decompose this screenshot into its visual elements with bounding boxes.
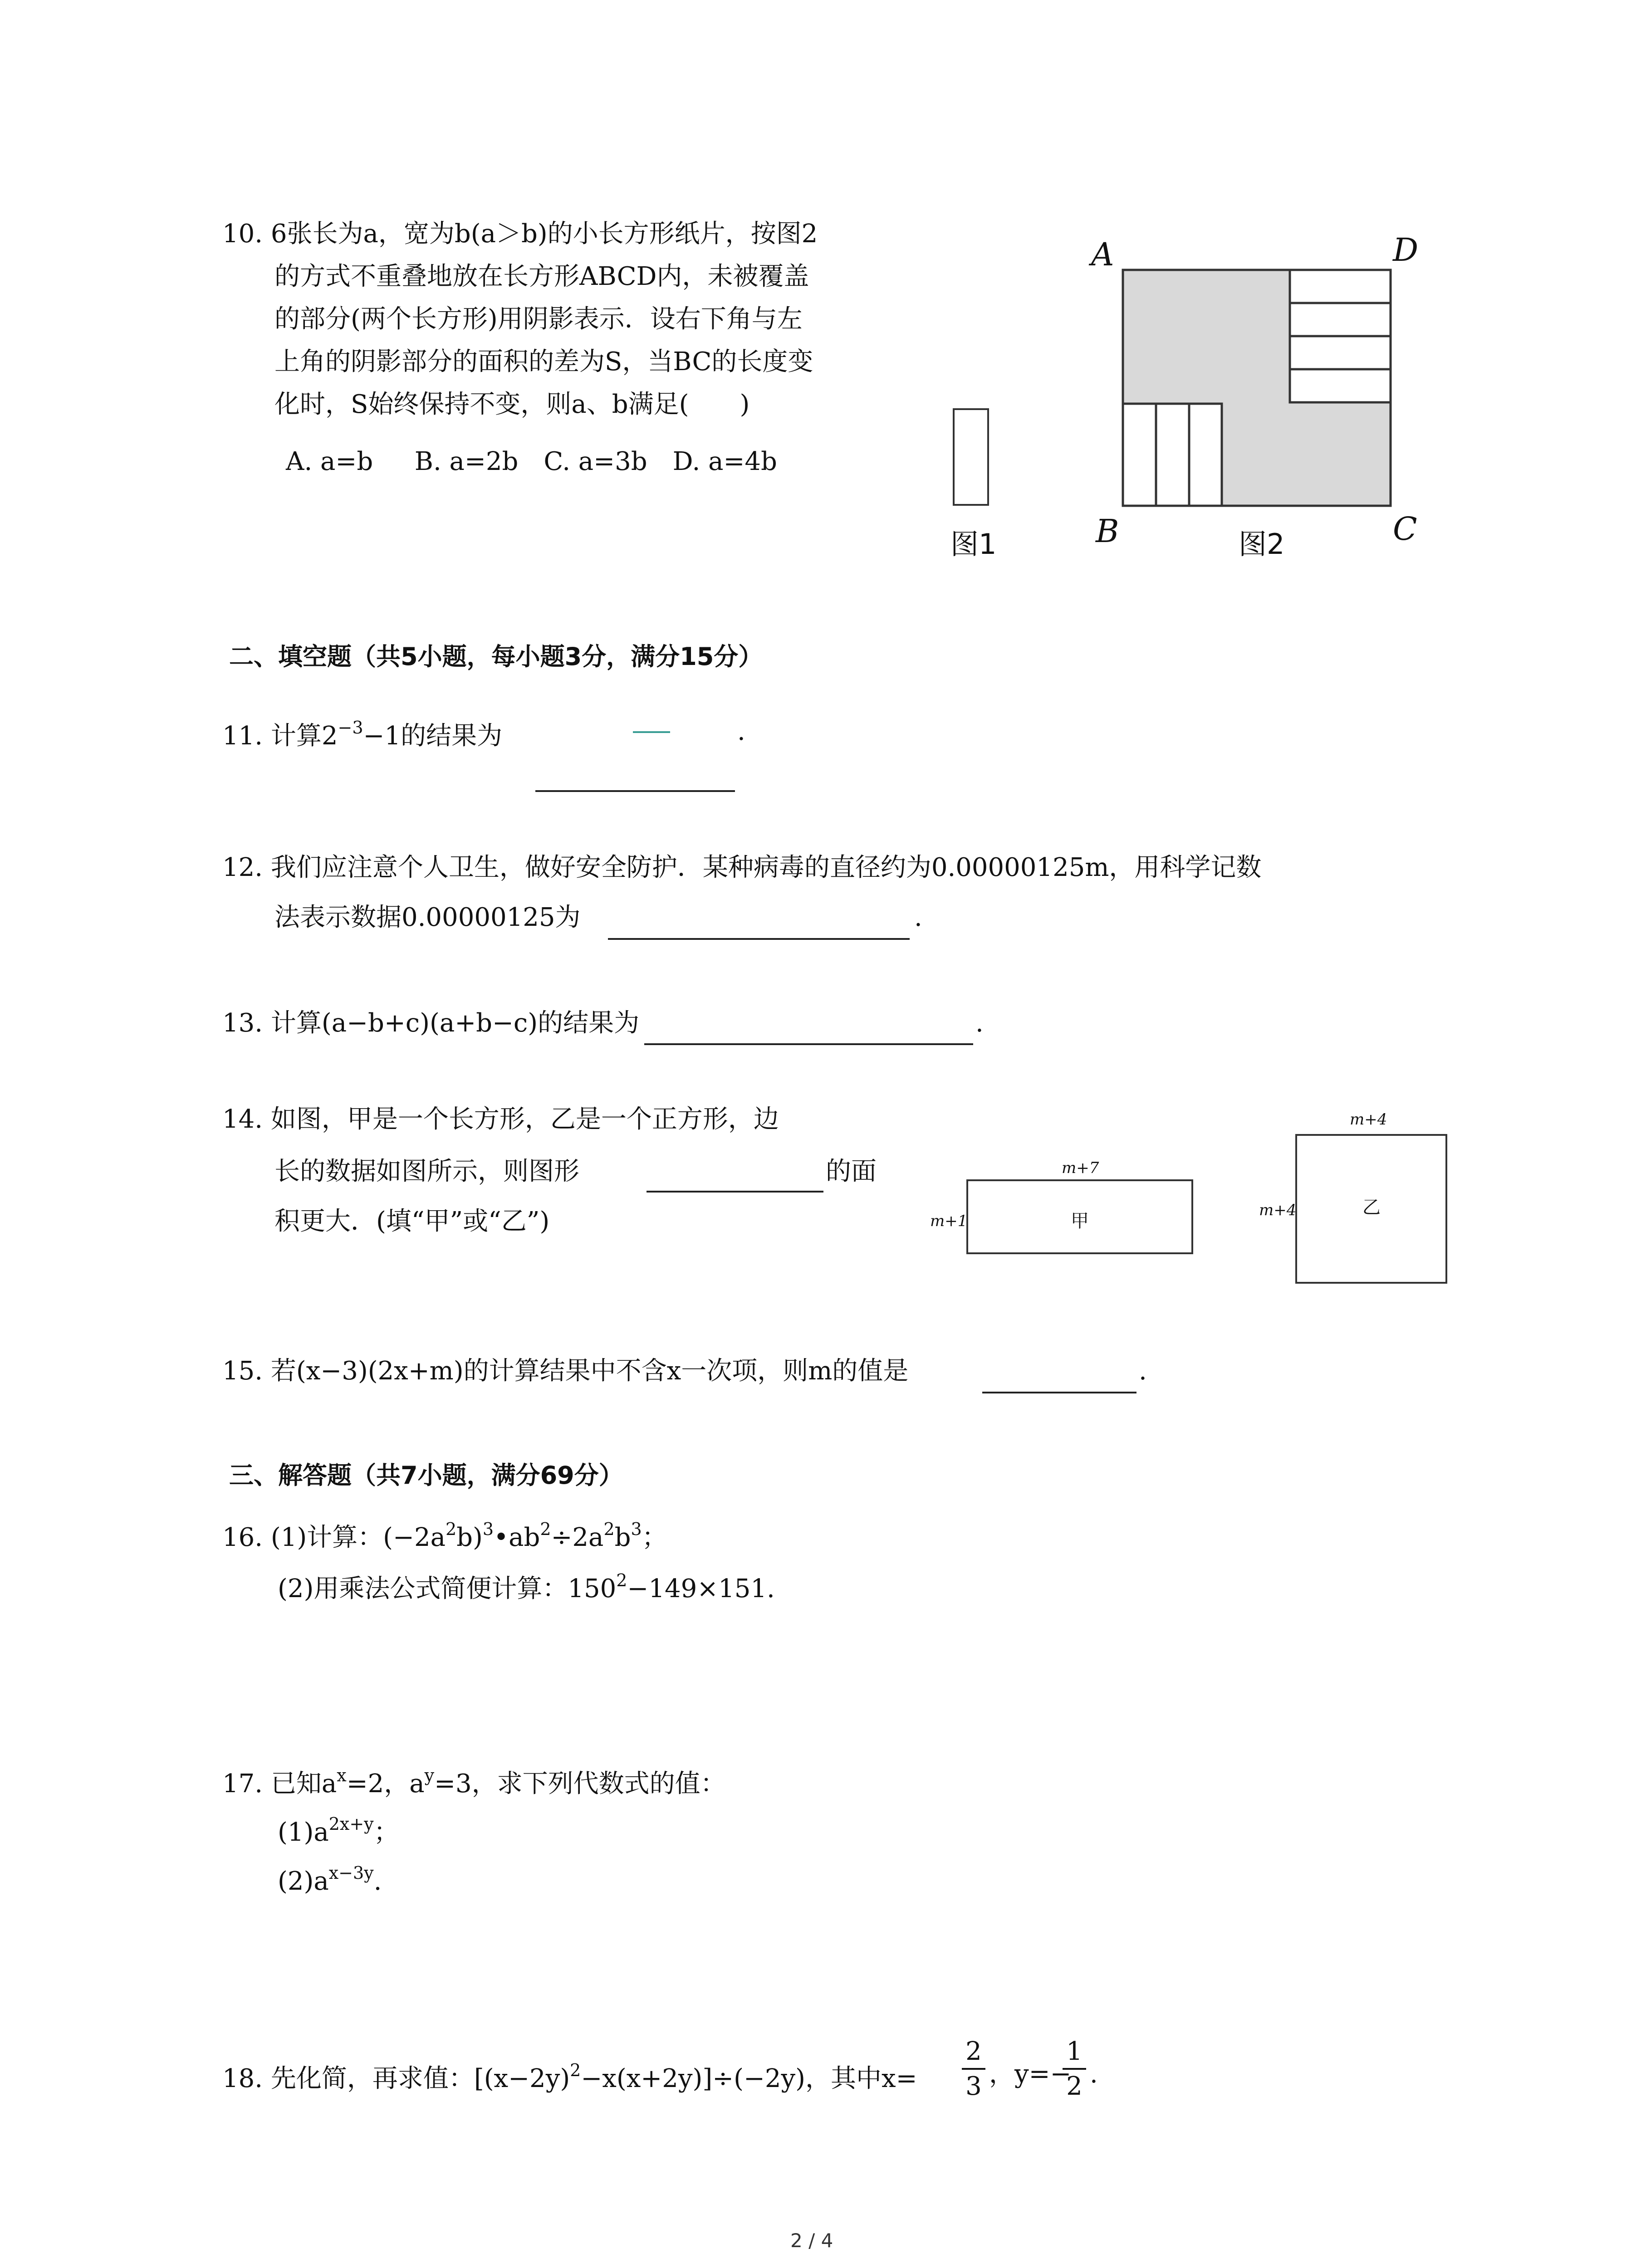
q13-answer-blank[interactable] [644, 1043, 973, 1045]
q16-p1-sup-1: 2 [445, 1519, 457, 1539]
jia-top-dimension: m+7 [1062, 1159, 1099, 1177]
figure-2-diagram [1121, 268, 1402, 513]
q18-frac2-numerator: 1 [1066, 2037, 1083, 2066]
q16-p1-sup-3: 2 [540, 1519, 551, 1539]
q12-line-2: 法表示数据0.00000125为 [274, 903, 581, 932]
q13-text: 13. 计算(a−b+c)(a+b−c)的结果为 [222, 1008, 640, 1038]
q14-line-3: 积更大．(填“甲”或“乙”) [274, 1207, 550, 1236]
q16-p1-seg-b: b) [456, 1523, 483, 1552]
q17-seg-a: 17. 已知a [222, 1769, 337, 1799]
yi-top-dimension: m+4 [1350, 1110, 1387, 1129]
q10-line-2: 的方式不重叠地放在长方形ABCD内，未被覆盖 [274, 262, 809, 291]
q18-mid: ，y=− [989, 2059, 1072, 2089]
q17-seg-c: =3，求下列代数式的值： [434, 1769, 726, 1799]
q18-text [222, 2062, 917, 2092]
q17-exp-y: y [424, 1765, 435, 1785]
q16-p2-seg-a: (2)用乘法公式简便计算：150 [278, 1574, 617, 1603]
q16-p2-seg-b: −149×151. [627, 1574, 775, 1603]
q16-p2-sup: 2 [616, 1570, 627, 1590]
q17-p2-base: (2)a [278, 1867, 329, 1896]
yi-label: 乙 [1362, 1197, 1381, 1218]
corner-label-d: D [1393, 231, 1419, 269]
q10-options: A. a=b B. a=2b C. a=3b D. a=4b [286, 447, 777, 476]
q17-p1-exp: 2x+y [328, 1814, 374, 1834]
q10-line-5: 化时，S始终保持不变，则a、b满足( ) [274, 390, 750, 419]
q17-part-1 [278, 1815, 399, 1845]
q10-line-3: 的部分(两个长方形)用阴影表示．设右下角与左 [274, 304, 803, 334]
q15-text: 15. 若(x−3)(2x+m)的计算结果中不含x一次项，则m的值是 [222, 1356, 909, 1386]
q17-p2-exp: x−3y [328, 1863, 374, 1883]
corner-label-b: B [1096, 513, 1119, 550]
q11-suffix: −1的结果为 [363, 721, 503, 751]
q16-p1-seg-c: •ab [494, 1523, 540, 1552]
q18-end: . [1090, 2059, 1098, 2089]
q16-part-2 [278, 1572, 775, 1602]
q11-exponent: −3 [338, 718, 363, 738]
q17-p1-end: ； [373, 1818, 399, 1847]
q11-prefix: 11. 计算2 [222, 721, 338, 751]
q18-sup: 2 [570, 2060, 581, 2080]
figure-2-caption: 图2 [1239, 528, 1285, 561]
q16-p1-seg-f: ； [642, 1523, 667, 1552]
q17-p1-base: (1)a [278, 1818, 329, 1847]
q17-p2-end: . [373, 1867, 382, 1896]
q11-period: . [737, 717, 745, 746]
q16-p1-sup-5: 3 [631, 1519, 642, 1539]
q18-frac2-denominator: 2 [1066, 2072, 1083, 2101]
section-2-heading: 二、填空题（共5小题，每小题3分，满分15分） [229, 642, 763, 671]
q17-exp-x: x [337, 1765, 347, 1785]
figure-1-rectangle [953, 408, 989, 506]
q16-p1-seg-a: 16. (1)计算：(−2a [222, 1523, 446, 1552]
q17-line-1 [222, 1767, 726, 1797]
jia-label: 甲 [1071, 1211, 1089, 1232]
q12-answer-blank[interactable] [608, 938, 910, 940]
yi-side-dimension: m+4 [1259, 1201, 1297, 1219]
q14-line-1: 14. 如图，甲是一个长方形，乙是一个正方形，边 [222, 1105, 779, 1134]
q18-frac1-denominator: 3 [965, 2072, 982, 2101]
jia-side-dimension: m+1 [930, 1212, 968, 1230]
q17-part-2 [278, 1864, 382, 1894]
q16-p1-seg-d: ÷2a [551, 1523, 604, 1552]
q18-seg-b: −x(x+2y)]÷(−2y)，其中x= [581, 2064, 917, 2093]
q16-p1-sup-4: 2 [603, 1519, 615, 1539]
q18-fraction-x [962, 2037, 985, 2101]
figure-1-caption: 图1 [950, 528, 997, 561]
corner-label-a: A [1091, 236, 1114, 273]
q14-line-2b: 的面 [826, 1157, 877, 1186]
q15-answer-blank[interactable] [982, 1392, 1136, 1393]
strip-vertical-group [1123, 404, 1222, 506]
q14-answer-blank[interactable] [647, 1191, 823, 1193]
q18-seg-a: 18. 先化简，再求值：[(x−2y) [222, 2064, 570, 2093]
q12-period: . [914, 903, 922, 932]
section-3-heading: 三、解答题（共7小题，满分69分） [229, 1461, 623, 1490]
q11-text [222, 719, 502, 749]
q11-fraction-mark [633, 731, 670, 733]
q18-frac1-numerator: 2 [965, 2037, 982, 2066]
corner-label-c: C [1393, 510, 1417, 547]
q14-line-2a: 长的数据如图所示，则图形 [274, 1157, 579, 1186]
q10-line-4: 上角的阴影部分的面积的差为S，当BC的长度变 [274, 347, 813, 376]
q10-line-1: 10. 6张长为a，宽为b(a＞b)的小长方形纸片，按图2 [222, 219, 818, 249]
q11-answer-blank[interactable] [535, 790, 735, 792]
q12-line-1: 12. 我们应注意个人卫生，做好安全防护．某种病毒的直径约为0.00000125m，用科学记数 [222, 853, 1262, 882]
q15-period: . [1139, 1356, 1147, 1386]
q16-p1-sup-2: 3 [482, 1519, 494, 1539]
page-number: 2 / 4 [790, 2229, 833, 2252]
q16-part-1 [222, 1520, 667, 1550]
q17-seg-b: =2，a [346, 1769, 425, 1799]
q13-period: . [975, 1008, 984, 1038]
q16-p1-seg-e: b [614, 1523, 631, 1552]
q18-fraction-y [1063, 2037, 1086, 2101]
